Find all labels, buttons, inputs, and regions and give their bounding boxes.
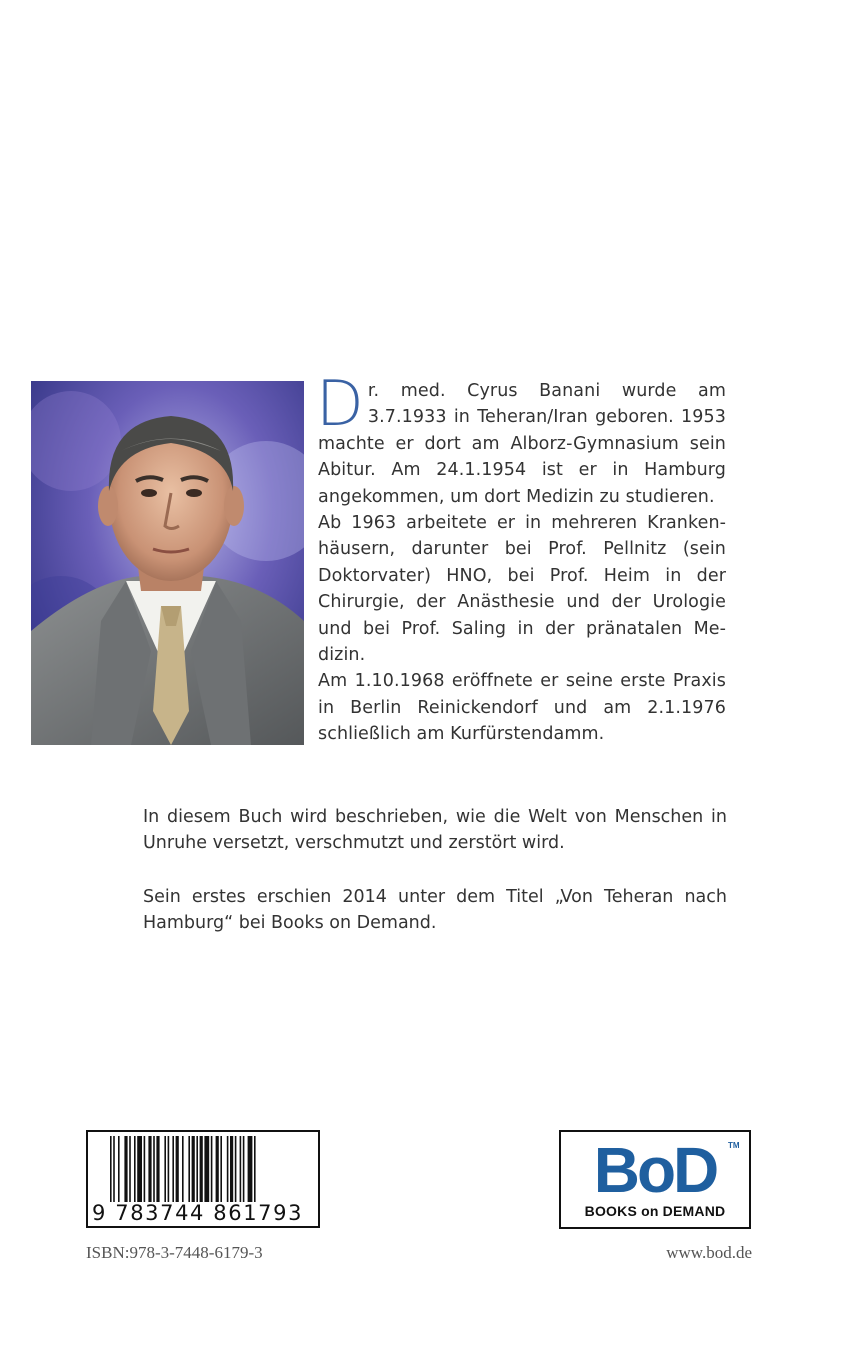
barcode-bar (176, 1136, 179, 1202)
publisher-url[interactable]: www.bod.de (666, 1243, 752, 1262)
bod-logo-mark: BoD (593, 1134, 717, 1206)
barcode-bar (192, 1136, 195, 1202)
barcode-bar (129, 1136, 131, 1202)
barcode-bar (230, 1136, 233, 1202)
barcode-bar (124, 1136, 127, 1202)
barcode-bar (137, 1136, 142, 1202)
barcode-bar (164, 1136, 166, 1202)
barcode-bar (168, 1136, 170, 1202)
previous-book-note: Sein erstes erschien 2014 unter dem Titel „Von Teheran nach Hamburg“ bei Books on Demand. (143, 887, 727, 934)
isbn-number: ISBN:978-3-7448-6179-3 (86, 1243, 263, 1262)
barcode-bar (182, 1136, 184, 1202)
barcode-bar (113, 1136, 115, 1202)
barcode-bar (204, 1136, 209, 1202)
drop-cap: D (316, 367, 364, 440)
barcode-bar (227, 1136, 229, 1202)
barcode-bar (243, 1136, 245, 1202)
bio-paragraph-2: Ab 1963 arbeitete er in mehreren Krankenhäusern, darunter bei Prof. Pellnitz (sein Doktorvater) HNO, bei Prof. Heim in der Chirurgie, der Anästhesie und der Urologie und bei Prof. Saling in der pränatalen Medizin. (318, 513, 726, 666)
isbn-barcode (86, 1130, 320, 1228)
barcode-bar (188, 1136, 190, 1202)
barcode-bar (235, 1136, 237, 1202)
barcode-bar (220, 1136, 222, 1202)
bio-paragraph-1: r. med. Cyrus Banani wurde am 3.7.1933 in Teheran/Iran geboren. 1953 machte er dort am Alborz-Gymnasium sein Abitur. Am 24.1.1954 ist er in Hamburg angekommen, um dort Medizin zu studieren. (318, 381, 726, 507)
barcode-bar (172, 1136, 174, 1202)
barcode-bar (144, 1136, 146, 1202)
book-description: In diesem Buch wird beschrieben, wie die Welt von Menschen in Unruhe versetzt, verschmutzt und zerstört wird. (143, 807, 727, 854)
barcode-bar (148, 1136, 151, 1202)
publisher-logo (559, 1130, 751, 1229)
bio-paragraph-3: Am 1.10.1968 eröffnete er seine erste Praxis in Berlin Reinickendorf und am 2.1.1976 schließlich am Kurfürstendamm. (318, 671, 726, 745)
barcode-digits: 9 783744 861793 (92, 1201, 304, 1225)
barcode-bar (134, 1136, 136, 1202)
barcode-bar (200, 1136, 203, 1202)
author-photo (31, 381, 304, 745)
barcode-bar (196, 1136, 198, 1202)
barcode-bar (110, 1136, 112, 1202)
barcode-bar (216, 1136, 219, 1202)
barcode-bar (248, 1136, 253, 1202)
barcode-bar (211, 1136, 213, 1202)
barcode-bar (118, 1136, 120, 1202)
barcode-bar (153, 1136, 155, 1202)
author-bio (316, 367, 726, 748)
barcode-bar (240, 1136, 242, 1202)
barcode-bar (254, 1136, 256, 1202)
bod-logo-tagline: BOOKS on DEMAND (584, 1203, 726, 1219)
barcode-bar (156, 1136, 159, 1202)
barcode-bars (88, 1132, 318, 1202)
trademark-mark: TM (728, 1141, 740, 1150)
